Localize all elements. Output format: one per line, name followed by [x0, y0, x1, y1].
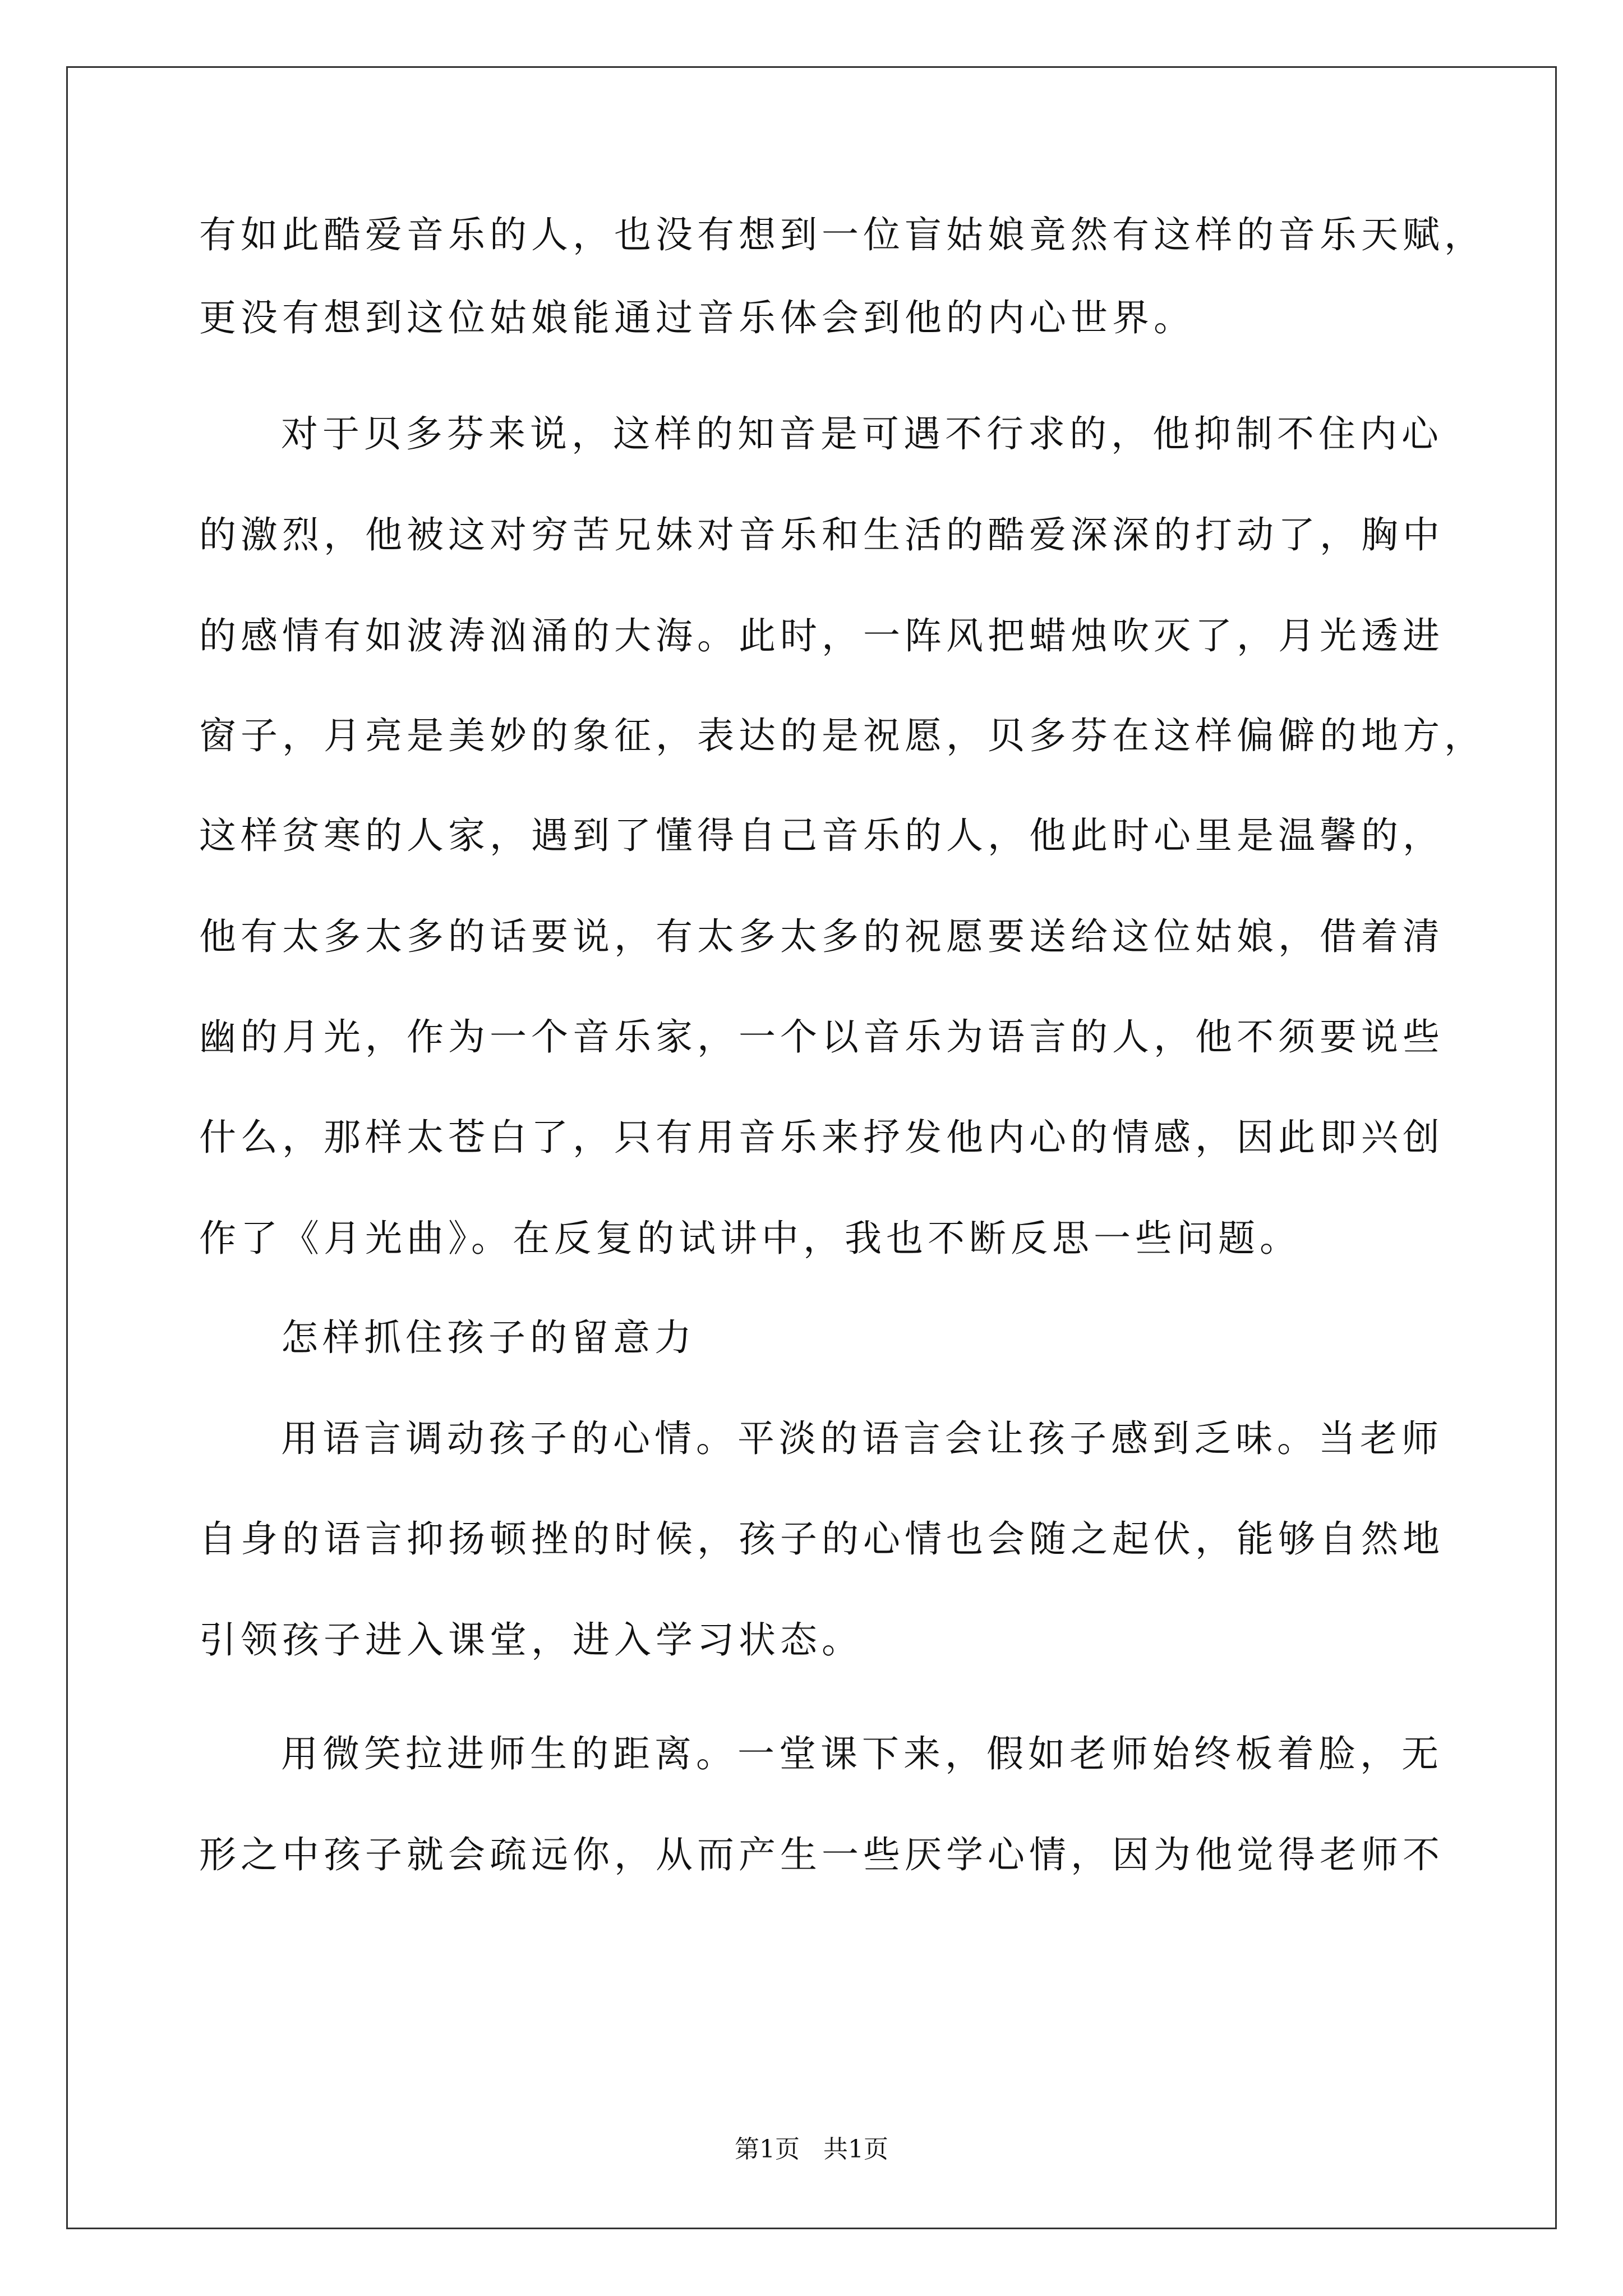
text-line: 自身的语言抑扬顿挫的时候，孩子的心情也会随之起伏，能够自然地	[199, 1517, 1444, 1561]
paragraph-start-line: 用语言调动孩子的心情。平淡的语言会让孩子感到乏味。当老师	[281, 1417, 1443, 1460]
text-line: 作了《月光曲》。在反复的试讲中，我也不断反思一些问题。	[199, 1217, 1301, 1260]
text-line: 有如此酷爱音乐的人，也没有想到一位盲姑娘竟然有这样的音乐天赋，	[199, 213, 1486, 256]
paragraph-start-line: 用微笑拉进师生的距离。一堂课下来，假如老师始终板着脸，无	[281, 1732, 1443, 1775]
text-line: 的激烈，他被这对穷苦兄妹对音乐和生活的酷爱深深的打动了，胸中	[199, 513, 1444, 556]
text-line: 的感情有如波涛汹涌的大海。此时，一阵风把蜡烛吹灭了，月光透进	[199, 614, 1444, 657]
text-line: 他有太多太多的话要说，有太多太多的祝愿要送给这位姑娘，借着清	[199, 915, 1444, 958]
text-line: 幽的月光，作为一个音乐家，一个以音乐为语言的人，他不须要说些	[199, 1015, 1444, 1059]
text-line: 这样贫寒的人家，遇到了懂得自己音乐的人，他此时心里是温馨的，	[199, 814, 1444, 857]
section-heading: 怎样抓住孩子的留意力	[281, 1316, 696, 1359]
paragraph-start-line: 对于贝多芬来说，这样的知音是可遇不行求的，他抑制不住内心	[281, 412, 1443, 455]
page-number-footer: 第1页 共1页	[735, 2135, 888, 2164]
text-line: 形之中孩子就会疏远你，从而产生一些厌学心情，因为他觉得老师不	[199, 1833, 1444, 1876]
text-line: 更没有想到这位姑娘能通过音乐体会到他的内心世界。	[199, 296, 1195, 339]
text-line: 什么，那样太苍白了，只有用音乐来抒发他内心的情感，因此即兴创	[199, 1116, 1444, 1159]
text-line: 窗子，月亮是美妙的象征，表达的是祝愿，贝多芬在这样偏僻的地方，	[199, 714, 1486, 757]
text-line: 引领孩子进入课堂，进入学习状态。	[199, 1618, 863, 1662]
